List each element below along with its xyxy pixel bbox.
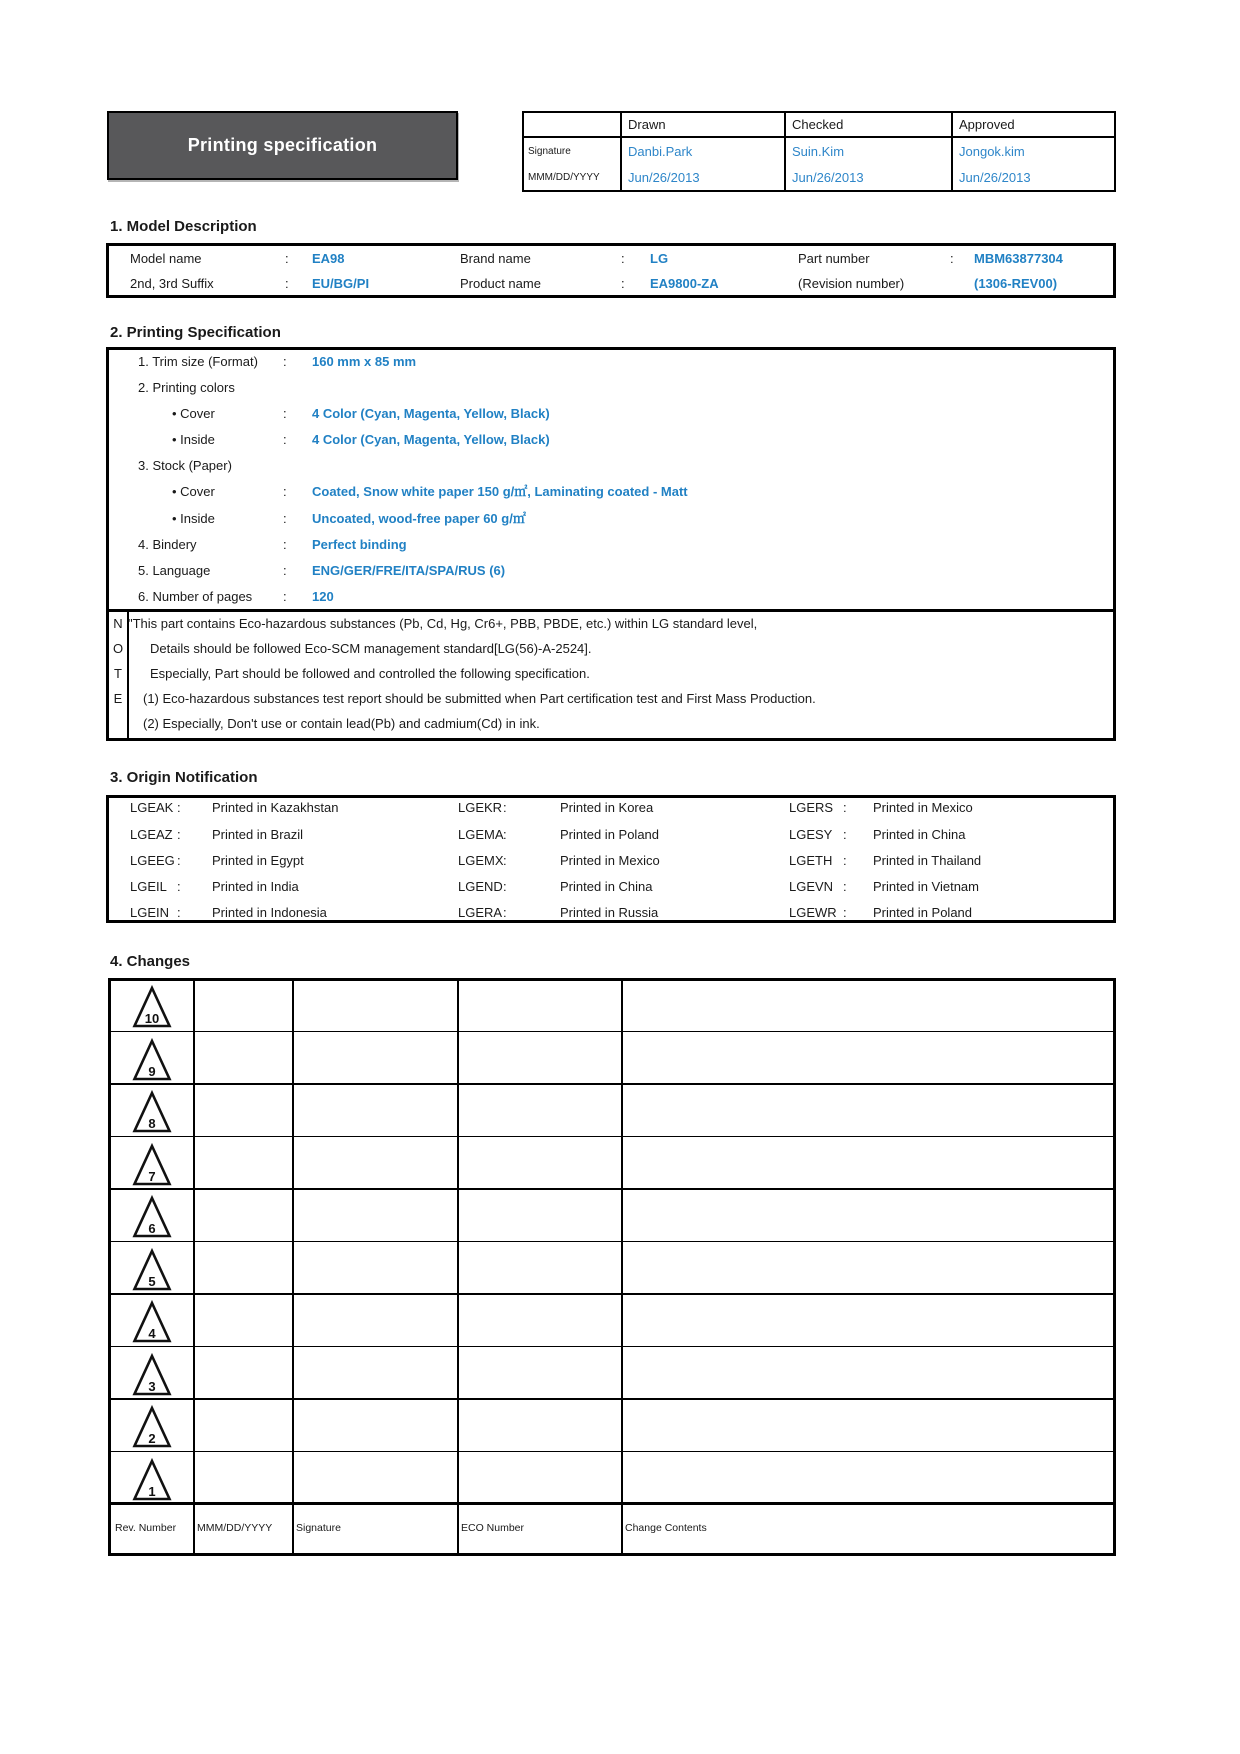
origin-code-lgesy: LGESY [789, 827, 833, 842]
colors-inside-label: • Inside [172, 432, 215, 447]
origin-code-lgeeg: LGEEG [130, 853, 175, 868]
signoff-row-label-date: MMM/DD/YYYY [528, 171, 600, 183]
origin-name-lgeak: Printed in Kazakhstan [212, 800, 339, 815]
origin-colon: : [503, 800, 507, 815]
trim-size-value: 160 mm x 85 mm [312, 354, 417, 369]
revision-number-7: 7 [148, 1168, 156, 1184]
num-pages-colon: : [283, 589, 287, 604]
language-colon: : [283, 563, 287, 578]
origin-name-lgein: Printed in Indonesia [212, 905, 327, 920]
product-name-value: EA9800-ZA [650, 276, 719, 291]
product-name-label: Product name [460, 276, 541, 291]
origin-name-lgera: Printed in Russia [560, 905, 659, 920]
changes-row-line [111, 1031, 1113, 1033]
signoff-date-approved: Jun/26/2013 [951, 164, 1114, 190]
origin-colon: : [503, 905, 507, 920]
bindery-value: Perfect binding [312, 537, 407, 552]
section-title-changes: 4. Changes [110, 953, 191, 970]
section-title-origin: 3. Origin Notification [110, 769, 258, 786]
note-line-5: (2) Especially, Don't use or contain lead(Pb) and cadmium(Cd) in ink. [143, 716, 540, 731]
note-line-2: Details should be followed Eco-SCM management standard[LG(56)-A-2524]. [150, 641, 592, 656]
origin-colon: : [843, 853, 847, 868]
revision-number-10: 10 [144, 1011, 160, 1026]
model-name-label: Model name [130, 251, 202, 266]
num-pages-label: 6. Number of pages [138, 589, 253, 604]
origin-name-lgesy: Printed in China [873, 827, 966, 842]
origin-name-lgemx: Printed in Mexico [560, 853, 660, 868]
origin-colon: : [503, 879, 507, 894]
colors-inside-value: 4 Color (Cyan, Magenta, Yellow, Black) [312, 432, 550, 447]
revision-triangle-2 [132, 1405, 172, 1449]
note-letter-o: O [112, 641, 124, 656]
colors-cover-value: 4 Color (Cyan, Magenta, Yellow, Black) [312, 406, 550, 421]
changes-col-line-1 [193, 981, 195, 1553]
revision-triangle-9 [132, 1038, 172, 1082]
num-pages-value: 120 [312, 589, 334, 604]
origin-name-lgeeg: Printed in Egypt [212, 853, 304, 868]
stock-inside-colon: : [283, 511, 287, 526]
suffix-colon: : [285, 276, 289, 291]
revision-triangle-6 [132, 1195, 172, 1239]
revision-triangle-3 [132, 1353, 172, 1397]
stock-paper-label: 3. Stock (Paper) [138, 458, 232, 473]
revision-number-label: (Revision number) [798, 276, 905, 291]
revision-number-4: 4 [148, 1326, 156, 1341]
origin-colon: : [843, 827, 847, 842]
note-line-4: (1) Eco-hazardous substances test report should be submitted when Part certification test and First Mass Production. [143, 691, 816, 706]
signoff-date-checked: Jun/26/2013 [784, 164, 951, 190]
changes-footer-change-contents: Change Contents [625, 1522, 707, 1534]
part-number-label: Part number [798, 251, 870, 266]
origin-name-lgevn: Printed in Vietnam [873, 879, 979, 894]
origin-code-lgevn: LGEVN [789, 879, 834, 894]
origin-name-lgeil: Printed in India [212, 879, 299, 894]
origin-colon: : [843, 879, 847, 894]
suffix-label: 2nd, 3rd Suffix [130, 276, 214, 291]
changes-row-line [111, 1241, 1113, 1243]
changes-footer-date: MMM/DD/YYYY [197, 1522, 273, 1534]
changes-row-line [111, 1346, 1113, 1348]
origin-code-lgekr: LGEKR [458, 800, 503, 815]
model-table [106, 243, 1116, 298]
changes-footer-eco-number: ECO Number [461, 1522, 525, 1534]
section-title-model: 1. Model Description [110, 218, 257, 235]
revision-triangle-1 [132, 1458, 172, 1502]
document-title: Printing specification [187, 135, 378, 155]
revision-triangle-5 [132, 1248, 172, 1292]
origin-code-lgera: LGERA [458, 905, 503, 920]
trim-size-label: 1. Trim size (Format) [138, 354, 258, 369]
origin-table [106, 795, 1116, 923]
changes-row-line [111, 1188, 1113, 1190]
origin-colon: : [843, 800, 847, 815]
stock-cover-value: Coated, Snow white paper 150 g/㎡, Laminating coated - Matt [312, 484, 688, 499]
revision-number-1: 1 [148, 1483, 156, 1499]
origin-colon: : [843, 905, 847, 920]
signoff-corner-cell [524, 113, 620, 138]
signoff-signature-checked: Suin.Kim [784, 138, 951, 164]
note-line-3: Especially, Part should be followed and controlled the following specification. [150, 666, 590, 681]
origin-code-lgeak: LGEAK [130, 800, 174, 815]
origin-code-lgema: LGEMA [458, 827, 504, 842]
brand-name-label: Brand name [460, 251, 531, 266]
revision-number-6: 6 [148, 1221, 156, 1236]
changes-row-line [111, 1136, 1113, 1138]
changes-footer-signature: Signature [296, 1522, 341, 1534]
brand-name-colon: : [621, 251, 625, 266]
revision-triangle-8 [132, 1090, 172, 1134]
origin-colon: : [177, 905, 181, 920]
brand-name-value: LG [650, 251, 669, 266]
bindery-label: 4. Bindery [138, 537, 197, 552]
revision-number-3: 3 [148, 1378, 156, 1394]
revision-number-8: 8 [148, 1116, 156, 1131]
signoff-row-label-signature: Signature [528, 145, 571, 157]
origin-colon: : [177, 800, 181, 815]
origin-code-lgeaz: LGEAZ [130, 827, 173, 842]
stock-inside-label: • Inside [172, 511, 215, 526]
changes-row-line [111, 1451, 1113, 1453]
colors-cover-label: • Cover [172, 406, 215, 421]
origin-code-lgewr: LGEWR [789, 905, 837, 920]
revision-number-5: 5 [148, 1273, 156, 1289]
section-title-spec: 2. Printing Specification [110, 324, 281, 341]
revision-triangle-7 [132, 1143, 172, 1187]
model-name-value: EA98 [312, 251, 345, 266]
revision-number-2: 2 [148, 1431, 156, 1446]
origin-colon: : [503, 853, 507, 868]
colors-inside-colon: : [283, 432, 287, 447]
changes-row-line [111, 1083, 1113, 1085]
suffix-value: EU/BG/PI [312, 276, 370, 291]
signoff-signature-drawn: Danbi.Park [620, 138, 784, 164]
origin-code-lgeth: LGETH [789, 853, 833, 868]
changes-col-line-4 [621, 981, 623, 1553]
signoff-header-checked: Checked [784, 113, 951, 138]
origin-colon: : [177, 879, 181, 894]
origin-code-lgers: LGERS [789, 800, 834, 815]
language-value: ENG/GER/FRE/ITA/SPA/RUS (6) [312, 563, 506, 578]
origin-colon: : [503, 827, 507, 842]
trim-size-colon: : [283, 354, 287, 369]
origin-name-lgeaz: Printed in Brazil [212, 827, 304, 842]
changes-col-line-3 [457, 981, 459, 1553]
document-title-box [107, 111, 458, 180]
changes-footer-rev-number: Rev. Number [115, 1522, 177, 1534]
origin-colon: : [177, 827, 181, 842]
signoff-date-drawn: Jun/26/2013 [620, 164, 784, 190]
origin-name-lgers: Printed in Mexico [873, 800, 973, 815]
note-letter-t: T [114, 666, 122, 681]
note-letter-n: N [113, 616, 123, 631]
note-box [106, 612, 1116, 741]
note-letter-e: E [113, 691, 123, 706]
changes-row-line [111, 1293, 1113, 1295]
changes-col-line-2 [292, 981, 294, 1553]
model-name-colon: : [285, 251, 289, 266]
printing-colors-label: 2. Printing colors [138, 380, 235, 395]
part-number-colon: : [950, 251, 954, 266]
origin-code-lgemx: LGEMX [458, 853, 504, 868]
origin-code-lgend: LGEND [458, 879, 503, 894]
changes-table [108, 978, 1116, 1556]
origin-name-lgend: Printed in China [560, 879, 653, 894]
note-line-1: "This part contains Eco-hazardous substances (Pb, Cd, Hg, Cr6+, PBB, PBDE, etc.) within LG standard level, [128, 616, 758, 631]
signoff-header-approved: Approved [951, 113, 1114, 138]
changes-row-line [111, 1398, 1113, 1400]
origin-name-lgeth: Printed in Thailand [873, 853, 982, 868]
language-label: 5. Language [138, 563, 211, 578]
revision-triangle-4 [132, 1300, 172, 1344]
product-name-colon: : [621, 276, 625, 291]
origin-name-lgekr: Printed in Korea [560, 800, 654, 815]
bindery-colon: : [283, 537, 287, 552]
colors-cover-colon: : [283, 406, 287, 421]
origin-name-lgema: Printed in Poland [560, 827, 660, 842]
origin-code-lgein: LGEIN [130, 905, 170, 920]
signoff-signature-approved: Jongok.kim [951, 138, 1114, 164]
printing-spec-box [106, 347, 1116, 612]
stock-inside-value: Uncoated, wood-free paper 60 g/㎡ [312, 511, 526, 526]
signoff-table [522, 111, 1116, 192]
signoff-header-drawn: Drawn [620, 113, 784, 138]
revision-number-value: (1306-REV00) [974, 276, 1058, 291]
revision-triangle-10 [132, 985, 172, 1029]
origin-code-lgeil: LGEIL [130, 879, 167, 894]
part-number-value: MBM63877304 [974, 251, 1063, 266]
stock-cover-colon: : [283, 484, 287, 499]
stock-cover-label: • Cover [172, 484, 215, 499]
origin-name-lgewr: Printed in Poland [873, 905, 973, 920]
origin-colon: : [177, 853, 181, 868]
revision-number-9: 9 [148, 1063, 156, 1079]
